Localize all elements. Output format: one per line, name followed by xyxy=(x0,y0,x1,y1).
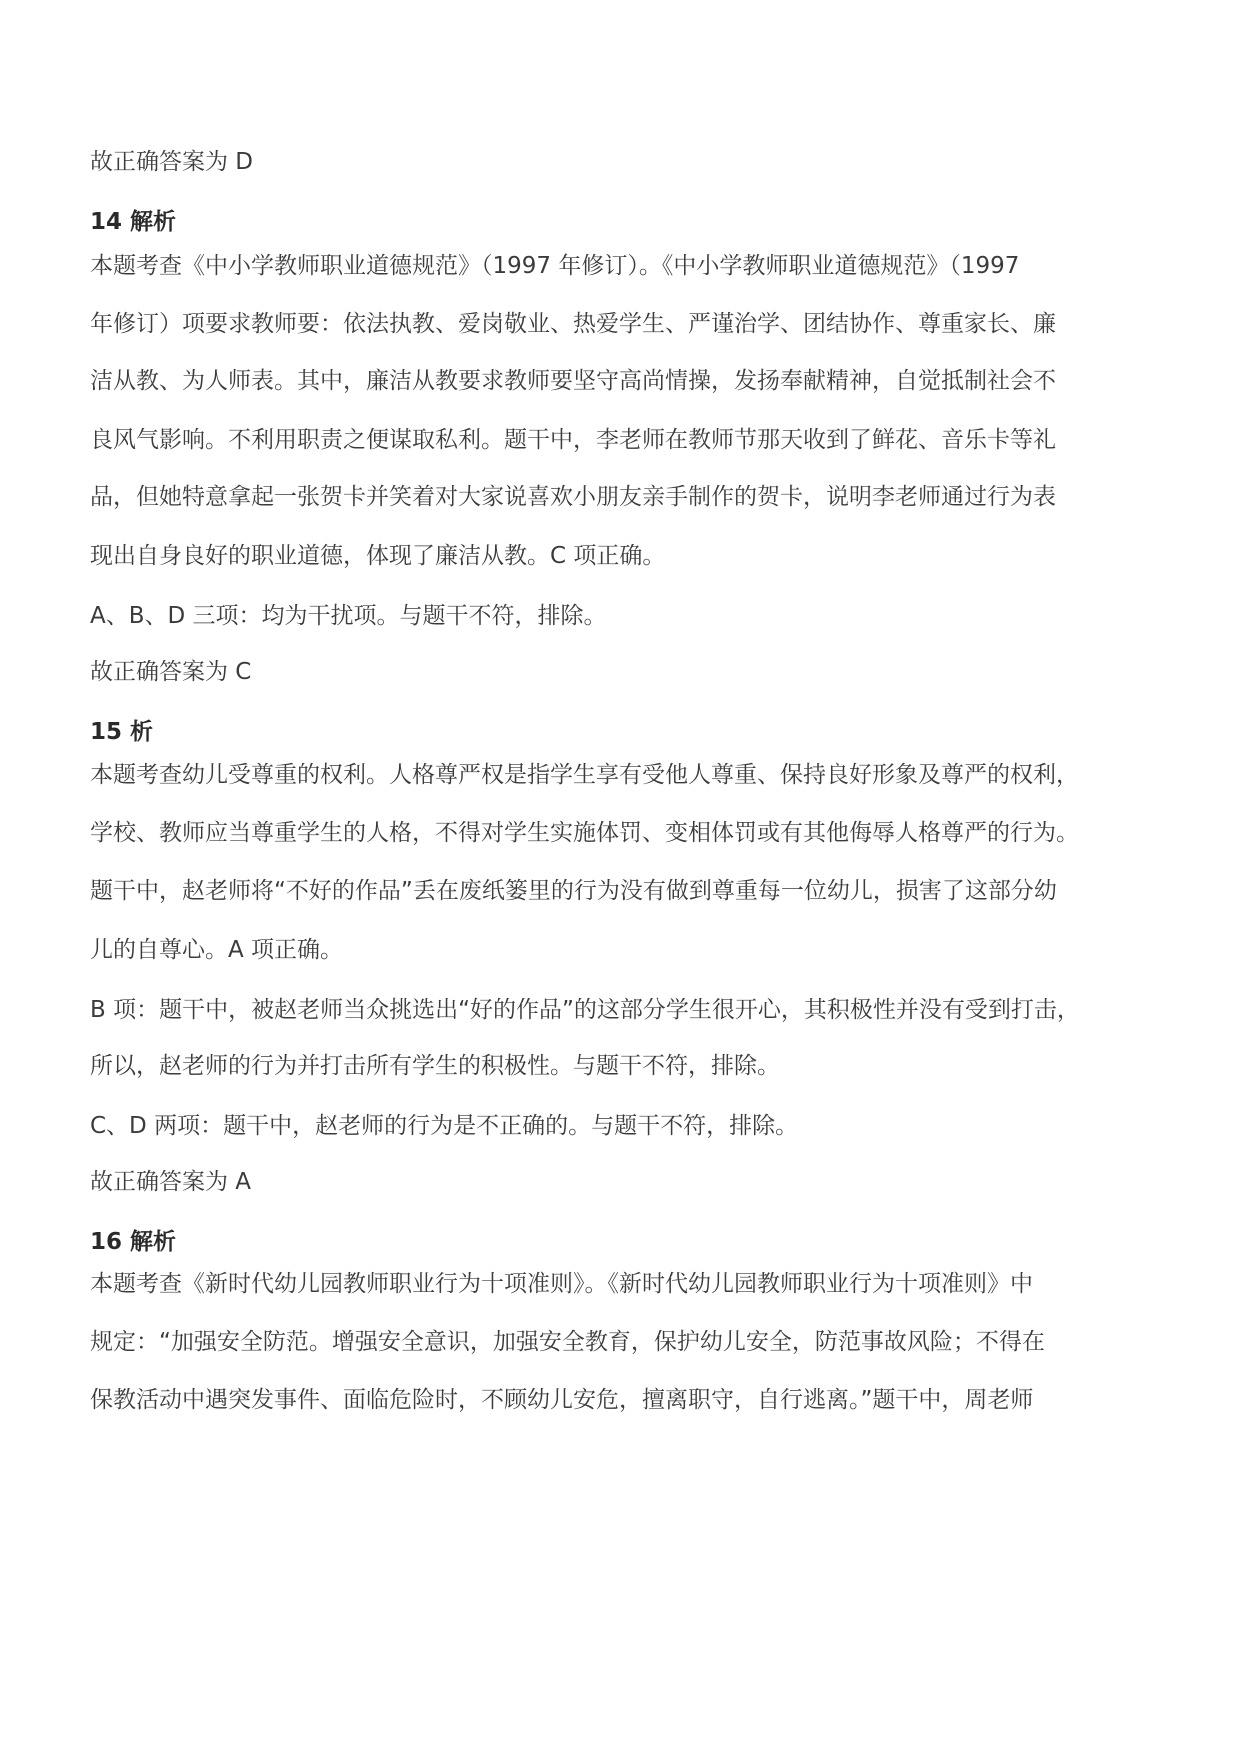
question-14-body-line: 本题考查《中小学教师职业道德规范》（1997 年修订）。《中小学教师职业道德规范》（1997 xyxy=(90,253,1020,279)
question-14-body-line: 现出自身良好的职业道德，体现了廉洁从教。C 项正确。 xyxy=(90,543,666,569)
question-15-heading: 15 析 xyxy=(90,719,154,745)
question-15-body-line: 本题考查幼儿受尊重的权利。人格尊严权是指学生享有受他人尊重、保持良好形象及尊严的权利， xyxy=(90,762,1079,788)
question-15-option-b-line: B 项：题干中，被赵老师当众挑选出“好的作品”的这部分学生很开心，其积极性并没有受到打击， xyxy=(90,997,1080,1023)
question-14-answer: 故正确答案为 C xyxy=(90,659,252,685)
question-15-body-line: 儿的自尊心。A 项正确。 xyxy=(90,937,344,963)
question-14-heading: 14 解析 xyxy=(90,209,177,235)
question-16-body-line: 规定：“加强安全防范。增强安全意识，加强安全教育，保护幼儿安全，防范事故风险；不得在 xyxy=(90,1329,1045,1355)
question-14-body-line: 洁从教、为人师表。其中，廉洁从教要求教师要坚守高尚情操，发扬奉献精神，自觉抵制社会不 xyxy=(90,368,1056,394)
answer-line: 故正确答案为 D xyxy=(90,149,254,175)
question-14-body-line: 良风气影响。不利用职责之便谋取私利。题干中，李老师在教师节那天收到了鲜花、音乐卡等礼 xyxy=(90,427,1056,453)
question-16-body-line: 保教活动中遇突发事件、面临危险时，不顾幼儿安危，擅离职守，自行逃离。”题干中，周老师 xyxy=(90,1387,1034,1413)
question-14-body-line: 年修订）项要求教师要：依法执教、爱岗敬业、热爱学生、严谨治学、团结协作、尊重家长、廉 xyxy=(90,311,1056,337)
question-15-answer: 故正确答案为 A xyxy=(90,1169,252,1195)
question-16-heading: 16 解析 xyxy=(90,1229,177,1255)
question-15-body-line: 题干中，赵老师将“不好的作品”丢在废纸篓里的行为没有做到尊重每一位幼儿，损害了这部分幼 xyxy=(90,878,1057,904)
question-14-body-line: 品，但她特意拿起一张贺卡并笑着对大家说喜欢小朋友亲手制作的贺卡，说明李老师通过行为表 xyxy=(90,484,1056,510)
question-16-body-line: 本题考查《新时代幼儿园教师职业行为十项准则》。《新时代幼儿园教师职业行为十项准则》中 xyxy=(90,1271,1033,1297)
question-15-option-b-line: 所以，赵老师的行为并打击所有学生的积极性。与题干不符，排除。 xyxy=(90,1053,780,1079)
question-14-options-note: A、B、D 三项：均为干扰项。与题干不符，排除。 xyxy=(90,603,607,629)
question-15-body-line: 学校、教师应当尊重学生的人格，不得对学生实施体罚、变相体罚或有其他侮辱人格尊严的行为。 xyxy=(90,820,1079,846)
question-15-options-cd-note: C、D 两项：题干中，赵老师的行为是不正确的。与题干不符，排除。 xyxy=(90,1113,799,1139)
